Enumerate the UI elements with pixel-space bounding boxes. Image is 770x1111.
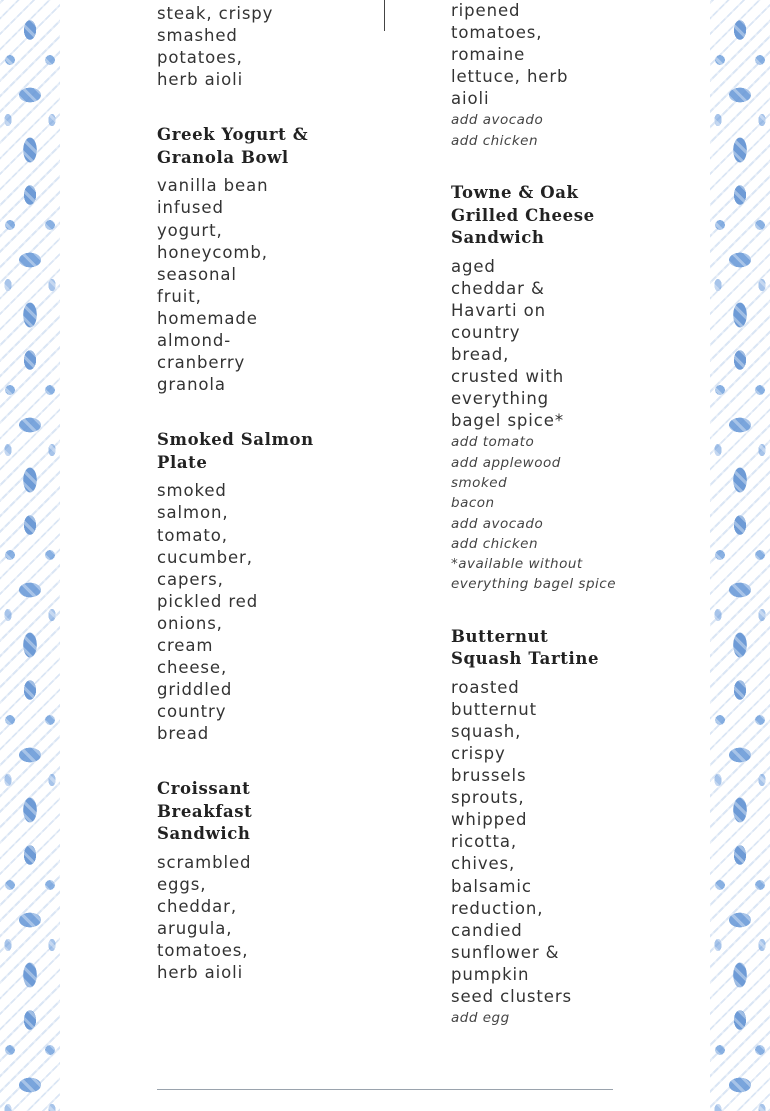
item-description: smoked salmon, tomato, cucumber, capers, pickled red onions, cream cheese, griddled country bread bbox=[157, 481, 259, 744]
menu-item-steak bbox=[157, 3, 327, 91]
item-description: roasted butternut squash, crispy brussels sprouts, whipped ricotta, chives, balsamic reduction, candied sunflower & pumpkin seed clusters bbox=[451, 677, 573, 1006]
menu-column-right bbox=[451, 0, 621, 1028]
item-addons: add egg bbox=[451, 1010, 510, 1027]
menu-item-croissant-sandwich bbox=[157, 778, 327, 984]
item-title: Croissant Breakfast Sandwich bbox=[157, 779, 253, 844]
menu-item-greek-yogurt bbox=[157, 124, 327, 396]
footer-rule bbox=[157, 1089, 613, 1090]
item-description: ripened tomatoes, romaine lettuce, herb aioli bbox=[451, 1, 569, 109]
menu-item-grilled-cheese bbox=[451, 182, 621, 595]
damask-border-left bbox=[0, 0, 60, 1111]
item-title: Greek Yogurt & Granola Bowl bbox=[157, 125, 309, 167]
item-description: aged cheddar & Havarti on country bread, crusted with everything bagel spice* bbox=[451, 256, 565, 431]
menu-column-left bbox=[157, 3, 327, 985]
item-title: Smoked Salmon Plate bbox=[157, 430, 314, 472]
item-description: scrambled eggs, cheddar, arugula, tomatoes, herb aioli bbox=[157, 852, 252, 983]
damask-border-right bbox=[710, 0, 770, 1111]
item-addons: add avocado add chicken bbox=[451, 112, 544, 149]
item-description: steak, crispy smashed potatoes, herb aioli bbox=[157, 4, 274, 90]
menu-item-smoked-salmon bbox=[157, 429, 327, 745]
item-description: vanilla bean infused yogurt, honeycomb, seasonal fruit, homemade almond- cranberry granola bbox=[157, 176, 269, 395]
item-title: Towne & Oak Grilled Cheese Sandwich bbox=[451, 183, 595, 248]
menu-item-blt-continued bbox=[451, 0, 621, 151]
column-divider bbox=[384, 0, 385, 31]
item-title: Butternut Squash Tartine bbox=[451, 626, 600, 669]
item-addons: add tomato add applewood smoked bacon add avocado add chicken *available without everything bagel spice bbox=[451, 434, 616, 593]
menu-item-butternut-tartine bbox=[451, 626, 621, 1029]
